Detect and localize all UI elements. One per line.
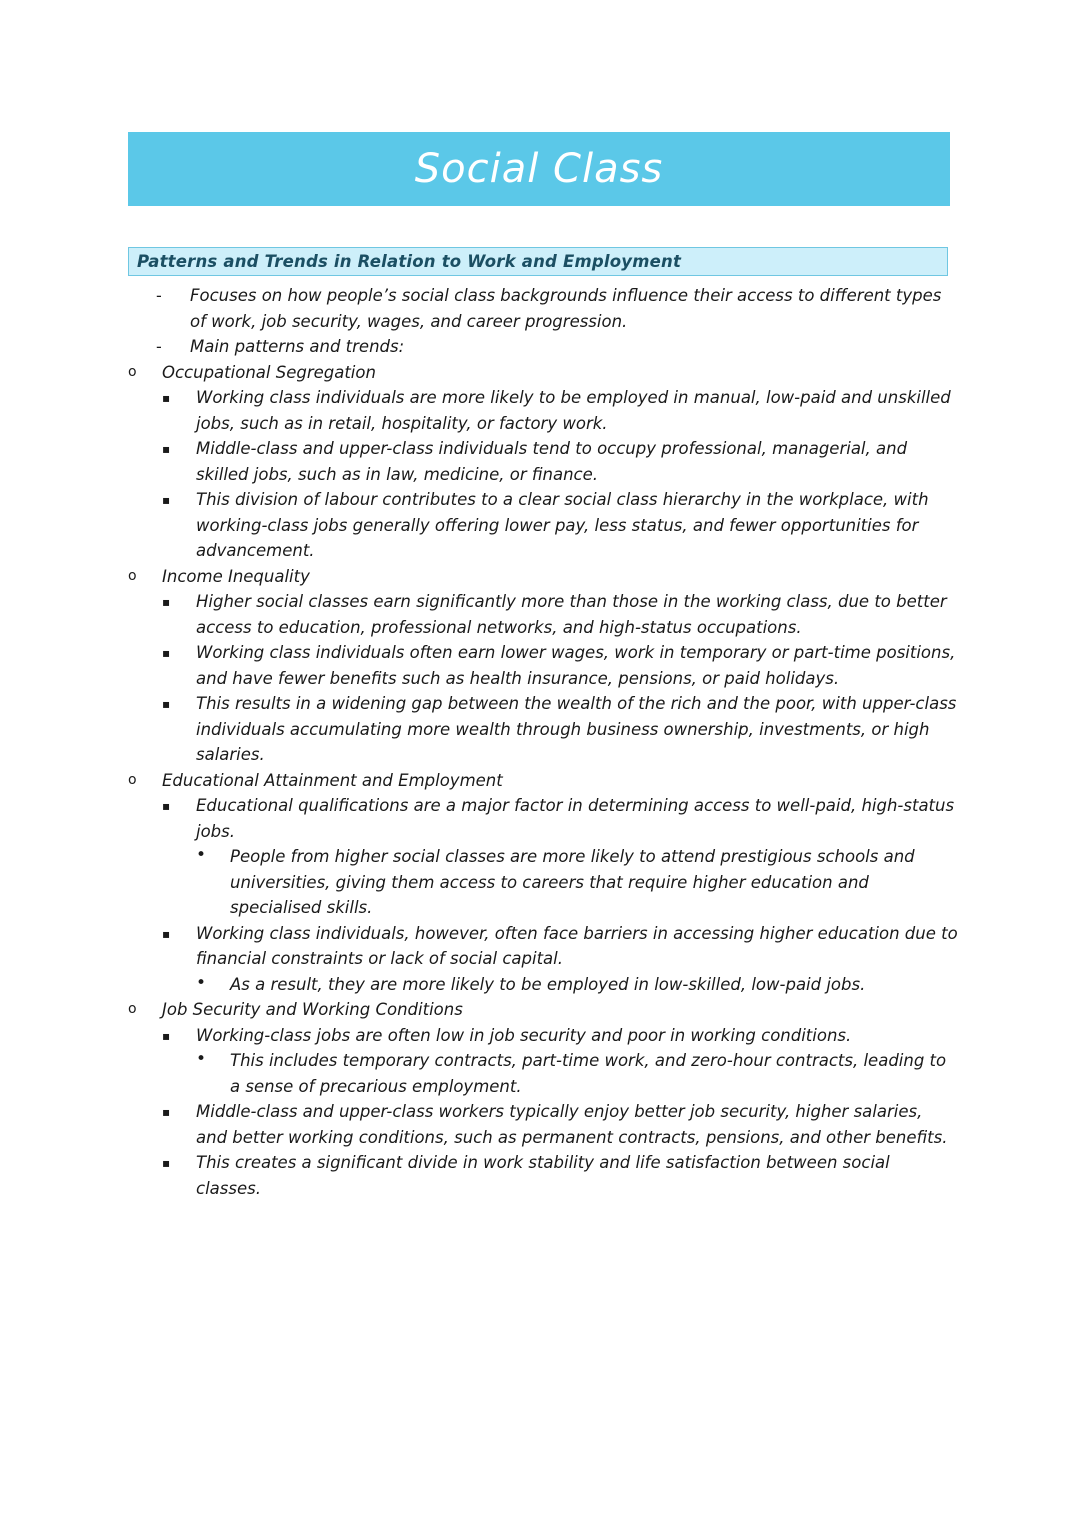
list-item: [156, 334, 958, 360]
list-item-text: As a result, they are more likely to be employed in low-skilled, low-paid jobs.: [230, 974, 866, 994]
list-item-text: This results in a widening gap between the wealth of the rich and the poor, with upper-class individuals accumulating more wealth through business ownership, investments, or high salaries.: [196, 694, 957, 764]
square-marker: ▪: [162, 1105, 171, 1119]
square-marker: ▪: [162, 595, 171, 609]
document-title-banner: [128, 132, 950, 206]
list-item: [162, 921, 958, 998]
list-item-text: Working class individuals, however, often face barriers in accessing higher education due to financial constraints or lack of social capital.: [196, 923, 958, 968]
list-item-text: Working class individuals often earn lower wages, work in temporary or part-time positions, and have fewer benefits such as health insurance, pensions, or paid holidays.: [196, 643, 956, 688]
square-marker: ▪: [162, 442, 171, 456]
outline-level-3: [162, 385, 958, 564]
list-item: [162, 385, 958, 436]
square-marker: ▪: [162, 926, 171, 941]
list-item-text: Working-class jobs are often low in job security and poor in working conditions.: [196, 1025, 852, 1045]
outline-level-2: [128, 360, 958, 1202]
list-item: [196, 1048, 958, 1099]
list-item-text: Educational Attainment and Employment: [162, 770, 503, 790]
bullet-marker: •: [196, 845, 207, 865]
square-marker: ▪: [162, 697, 171, 711]
outline-level-4: [196, 972, 958, 998]
bullet-marker: •: [196, 972, 207, 993]
list-item: [162, 1099, 958, 1150]
square-marker: ▪: [162, 799, 171, 813]
square-marker: ▪: [162, 493, 171, 507]
list-item: [162, 487, 958, 564]
list-item: [196, 972, 958, 998]
list-item-text: Educational qualifications are a major factor in determining access to well-paid, high-status jobs.: [196, 796, 955, 841]
list-item: [162, 1150, 958, 1201]
list-item-text: Higher social classes earn significantly more than those in the working class, due to better access to education, professional networks, and high-status occupations.: [196, 592, 947, 637]
list-item: [162, 691, 958, 768]
dash-marker: -: [156, 286, 162, 305]
list-item-text: Middle-class and upper-class individuals tend to occupy professional, managerial, and skilled jobs, such as in law, medicine, or finance.: [196, 439, 908, 484]
page-title: Social Class: [414, 146, 664, 192]
list-item-text: People from higher social classes are more likely to attend prestigious schools and universities, giving them access to careers that require higher education and specialised skills.: [230, 847, 915, 917]
list-item: [128, 997, 958, 1201]
outline-level-3: [162, 1023, 958, 1202]
list-item-text: Job Security and Working Conditions: [162, 1000, 463, 1019]
list-item-text: This division of labour contributes to a clear social class hierarchy in the workplace, with working-class jobs generally offering lower pay, less status, and fewer opportunities for advancement.: [196, 490, 929, 560]
list-item-text: Middle-class and upper-class workers typically enjoy better job security, higher salaries, and better working conditions, such as permanent contracts, pensions, and other benefits.: [196, 1102, 948, 1147]
document-body: [128, 283, 958, 1201]
section-heading-band: [128, 247, 948, 276]
square-marker: ▪: [162, 1156, 171, 1170]
dash-marker: -: [156, 337, 162, 356]
outline-level-1: [128, 283, 958, 360]
list-item: [162, 436, 958, 487]
square-marker: ▪: [162, 391, 171, 405]
list-item: [156, 283, 958, 334]
outline-level-4: [196, 1048, 958, 1099]
list-item: [128, 360, 958, 564]
list-item: [128, 768, 958, 998]
circle-marker: o: [128, 1001, 137, 1017]
circle-marker: o: [128, 363, 137, 380]
list-item-text: Income Inequality: [162, 566, 310, 586]
list-item-text: Focuses on how people’s social class backgrounds influence their access to different types of work, job security, wages, and career progression.: [190, 286, 942, 331]
list-item: [162, 1023, 958, 1100]
outline-level-3: [162, 793, 958, 997]
list-item-text: Working class individuals are more likely to be employed in manual, low-paid and unskilled jobs, such as in retail, hospitality, or factory work.: [196, 388, 951, 433]
circle-marker: o: [128, 567, 137, 584]
list-item: [128, 564, 958, 768]
list-item-text: Main patterns and trends:: [190, 337, 405, 356]
list-item-text: Occupational Segregation: [162, 362, 376, 382]
list-item-text: This creates a significant divide in work stability and life satisfaction between social classes.: [196, 1153, 890, 1198]
section-heading: Patterns and Trends in Relation to Work and Employment: [137, 252, 682, 271]
bullet-marker: •: [196, 1049, 207, 1069]
outline-level-4: [196, 844, 958, 921]
outline-level-3: [162, 589, 958, 768]
list-item: [162, 589, 958, 640]
list-item: [162, 793, 958, 921]
list-item: [196, 844, 958, 921]
list-item-text: This includes temporary contracts, part-time work, and zero-hour contracts, leading to a sense of precarious employment.: [230, 1051, 947, 1096]
list-item: [162, 640, 958, 691]
square-marker: ▪: [162, 1028, 171, 1043]
square-marker: ▪: [162, 646, 171, 660]
circle-marker: o: [128, 771, 137, 788]
